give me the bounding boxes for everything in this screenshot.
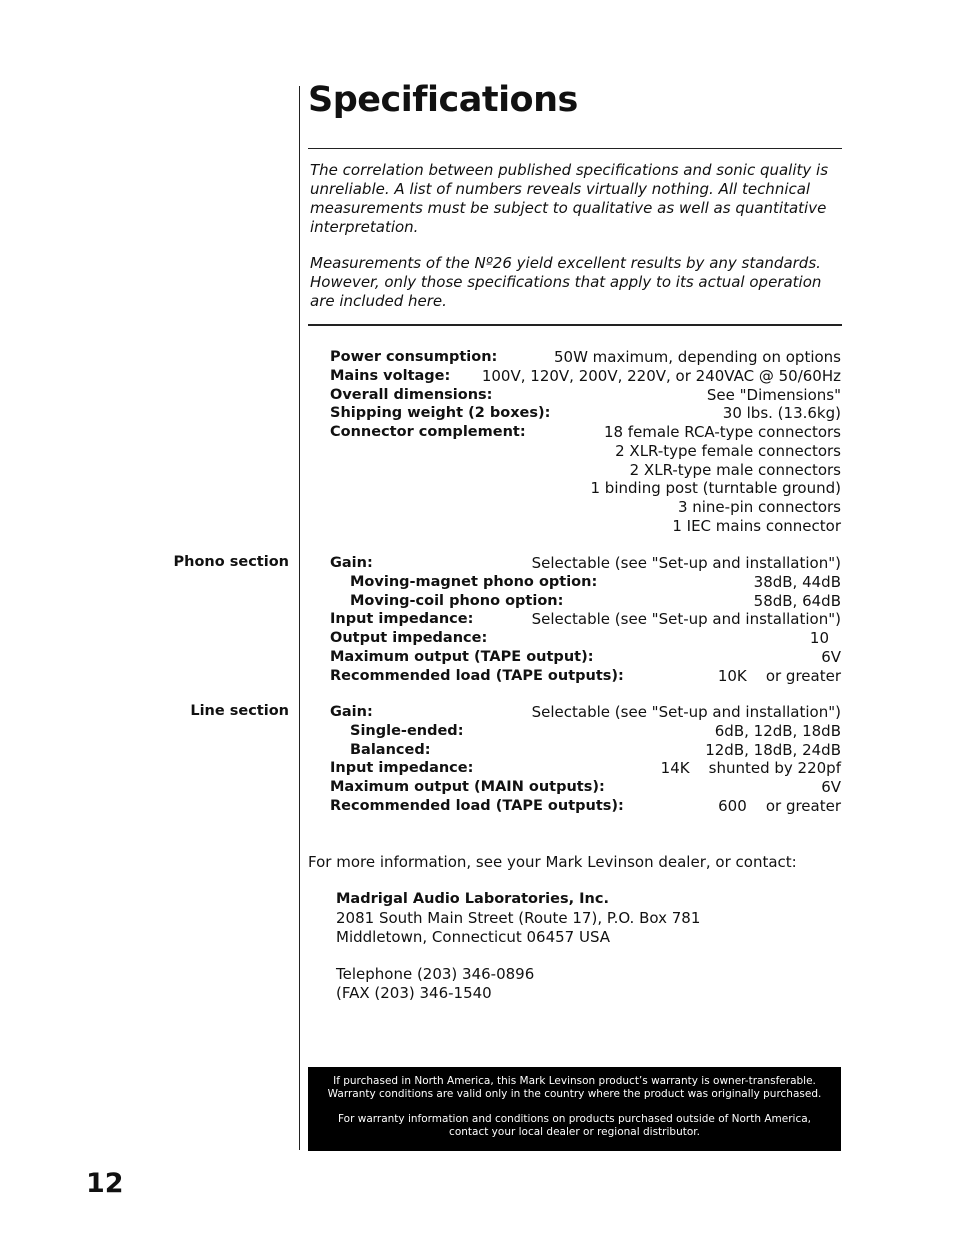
warranty-line: contact your local dealer or regional distributor.: [449, 1126, 700, 1138]
warranty-line: For warranty information and conditions on products purchased outside of North America,: [337, 1113, 812, 1125]
spec-row-connector-cont: [330, 479, 841, 498]
spec-label: Maximum output (MAIN outputs):: [330, 779, 605, 795]
page-title: Specifications: [308, 80, 578, 120]
spec-row-phono-rec-load: [330, 667, 841, 686]
spec-value: 1 binding post (turntable ground): [590, 479, 841, 498]
spec-row-phono-gain: [330, 554, 841, 573]
spacer: [336, 947, 700, 965]
contact-block: [336, 890, 700, 1003]
spec-value: 2 XLR-type female connectors: [615, 441, 841, 460]
vertical-rule: [299, 86, 300, 1150]
spec-label: Input impedance:: [330, 611, 474, 628]
title-divider: [308, 148, 842, 149]
phono-section-label: Phono section: [173, 554, 289, 570]
spec-row-mm: [330, 573, 841, 592]
spec-row-connector-cont: [330, 442, 841, 461]
telephone: Telephone (203) 346-0896: [336, 965, 535, 983]
spec-label: Recommended load (TAPE outputs):: [330, 797, 624, 814]
intro-divider: [308, 324, 842, 326]
spec-label: Balanced:: [350, 741, 431, 758]
general-specs: [330, 348, 841, 536]
spec-label: Connector complement:: [330, 424, 526, 440]
spec-row-single-ended: [330, 722, 841, 741]
spec-row-phono-input-impedance: [330, 610, 841, 629]
spec-row-weight: [330, 404, 841, 423]
more-info-text: For more information, see your Mark Levinson dealer, or contact:: [308, 853, 797, 871]
line-section-label: Line section: [190, 703, 289, 719]
spec-value: 6dB, 12dB, 18dB: [714, 721, 841, 740]
spec-label: Overall dimensions:: [330, 386, 493, 403]
fax: (FAX (203) 346-1540: [336, 984, 492, 1002]
spec-row-mc: [330, 592, 841, 611]
phono-specs: [330, 554, 841, 685]
spec-value: 50W maximum, depending on options: [554, 348, 841, 366]
spec-value: 14K shunted by 220pf: [660, 759, 841, 778]
spec-row-connector-cont: [330, 461, 841, 480]
spec-value: Selectable (see "Set-up and installation"): [531, 554, 841, 572]
intro-paragraph-2: Measurements of the Nº26 yield excellent results by any standards. However, only those specifications that apply to its actual operation are included here.: [310, 254, 822, 310]
spec-value: 12dB, 18dB, 24dB: [705, 740, 841, 759]
spec-row-connector-cont: [330, 498, 841, 517]
spec-value: 100V, 120V, 200V, 220V, or 240VAC @ 50/60Hz: [481, 366, 841, 385]
spec-row-line-rec-load: [330, 797, 841, 816]
spec-value: 6V: [821, 647, 841, 666]
spec-row-dimensions: [330, 386, 841, 405]
company-name: Madrigal Audio Laboratories, Inc.: [336, 891, 609, 907]
spec-row-line-input-impedance: [330, 759, 841, 778]
spec-value: 10K or greater: [717, 666, 841, 685]
spec-label: Output impedance:: [330, 630, 488, 646]
spec-value: See "Dimensions": [706, 385, 841, 404]
spec-label: Gain:: [330, 704, 373, 720]
warranty-notice: [308, 1067, 841, 1151]
line-specs: [330, 703, 841, 816]
spec-value: Selectable (see "Set-up and installation"): [531, 703, 841, 721]
spec-row-mains: [330, 367, 841, 386]
spec-value: 38dB, 44dB: [753, 572, 841, 591]
spec-value: 600 or greater: [718, 796, 841, 815]
spec-value: 18 female RCA-type connectors: [603, 423, 841, 441]
spec-label: Shipping weight (2 boxes):: [330, 405, 551, 422]
spec-row-connectors: [330, 423, 841, 442]
warranty-line: If purchased in North America, this Mark Levinson product’s warranty is owner-transferable.: [333, 1075, 816, 1087]
spec-value: 2 XLR-type male connectors: [629, 460, 841, 479]
spec-label: Moving-magnet phono option:: [350, 573, 598, 590]
spec-row-phono-max-output: [330, 648, 841, 667]
spec-label: Moving-coil phono option:: [350, 592, 564, 609]
spec-label: Maximum output (TAPE output):: [330, 648, 594, 665]
page-number: 12: [86, 1168, 124, 1199]
address-line-1: 2081 South Main Street (Route 17), P.O. Box 781: [336, 909, 701, 927]
spec-row-line-gain: [330, 703, 841, 722]
spec-label: Mains voltage:: [330, 367, 451, 384]
spec-label: Gain:: [330, 555, 373, 571]
spec-label: Recommended load (TAPE outputs):: [330, 667, 624, 684]
spec-row-power: [330, 348, 841, 367]
spec-label: Single-ended:: [350, 722, 464, 739]
spec-value: 58dB, 64dB: [753, 591, 841, 610]
spacer: [308, 1101, 841, 1113]
spec-value: 1 IEC mains connector: [672, 516, 841, 535]
spec-row-connector-cont: [330, 517, 841, 536]
spec-value: 10: [809, 629, 829, 647]
address-line-2: Middletown, Connecticut 06457 USA: [336, 928, 611, 946]
warranty-line: Warranty conditions are valid only in the country where the product was originally purchased.: [327, 1088, 822, 1100]
spec-row-line-max-output: [330, 778, 841, 797]
spec-row-phono-output-impedance: [330, 629, 841, 648]
spec-value: 6V: [821, 778, 841, 796]
spec-value: Selectable (see "Set-up and installation"): [531, 610, 841, 629]
spec-label: Power consumption:: [330, 349, 498, 365]
intro-paragraph-1: The correlation between published specifications and sonic quality is unreliable. A list of numbers reveals virtually nothing. All technical measurements must be subject to qualitative as well as quantitative interpretation.: [310, 161, 829, 236]
spec-value: 30 lbs. (13.6kg): [722, 404, 841, 423]
spec-label: Input impedance:: [330, 760, 474, 777]
spec-value: 3 nine-pin connectors: [677, 498, 841, 516]
spec-row-balanced: [330, 741, 841, 760]
